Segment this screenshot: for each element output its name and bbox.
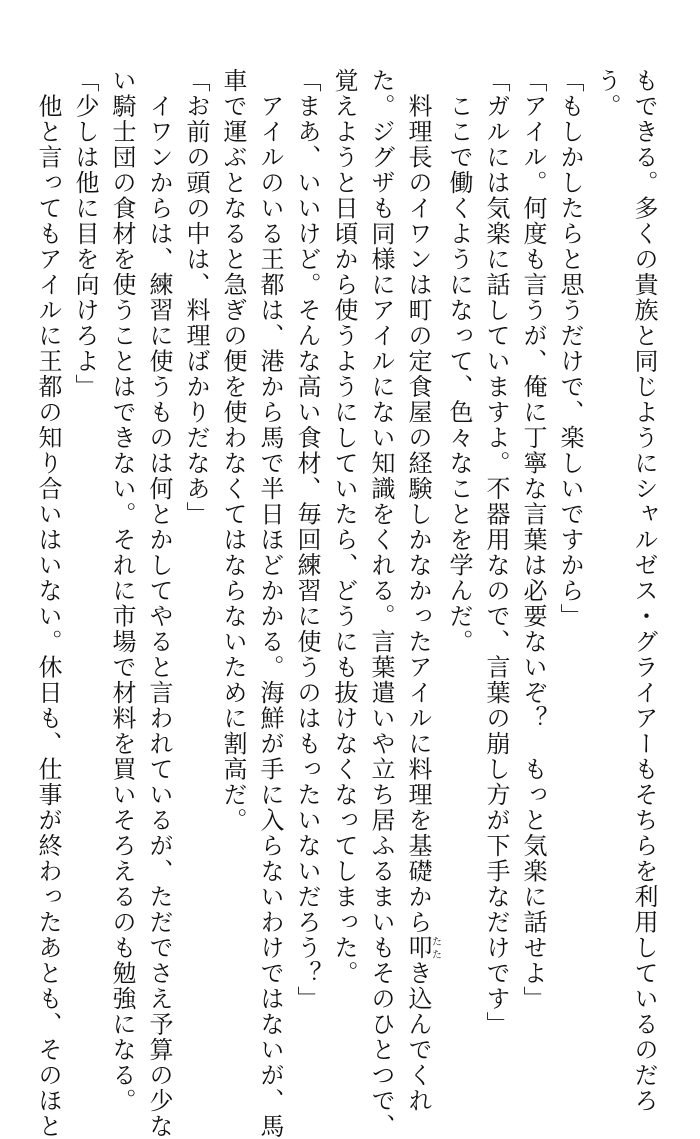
text-line: 「少しは他に目を向けろよ」	[71, 68, 99, 400]
text-line: た。ジグザも同様にアイルにない知識をくれる。言葉遣いや立ち居ふるまいもそのひとつで、	[367, 68, 395, 1139]
text-line: 他と言ってもアイルに王都の知り合いはいない。休日も、仕事が終わったあとも、そのほと	[34, 68, 62, 1139]
text-line: 「アイル。何度も言うが、俺に丁寧な言葉は必要ないぞ？ もっと気楽に話せよ」	[519, 68, 547, 1012]
text-line: ここで働くようになって、色々なことを学んだ。	[445, 68, 473, 655]
text-line: 車で運ぶとなると急ぎの便を使わなくてはならないために割高だ。	[219, 68, 247, 833]
text-line: アイルのいる王都は、港から馬で半日ほどかかる。海鮮が手に入らないわけではないが、馬	[256, 68, 284, 1139]
text-line: 「まあ、いいけど。そんな高い食材、毎回練習に使うのはもったいないだろう？」	[293, 68, 321, 1012]
text-line-with-ruby	[399, 68, 441, 1114]
text-line: い騎士団の食材を使うことはできない。それに市場で材料を買いそろえるのも勉強になる。	[108, 68, 136, 1114]
ruby-reading: たた	[429, 935, 441, 961]
text-line-part: 料理長のイワンは町の定食屋の経験しかなかったアイルに料理を基礎から	[404, 68, 432, 935]
text-line: 「もしかしたらと思うだけで、楽しいですから」	[556, 68, 584, 629]
vertical-text-body	[29, 68, 662, 1139]
furigana	[404, 935, 441, 961]
ruby-base: 叩	[404, 935, 432, 961]
text-line: う。	[593, 68, 621, 119]
text-line: 覚えようと日頃から使うようにしていたら、どうにも抜けなくなってしまった。	[330, 68, 358, 986]
text-line: イワンからは、練習に使うものは何とかしてやると言われているが、ただでさえ予算の少な	[145, 68, 173, 1139]
text-line-part: き込んでくれ	[404, 960, 432, 1114]
text-line: 「ガルには気楽に話していますよ。不器用なので、言葉の崩し方が下手なだけです」	[482, 68, 510, 1037]
text-line: 「お前の頭の中は、料理ばかりだなあ」	[182, 68, 210, 527]
text-line: もできる。多くの貴族と同じようにシャルゼス・グライアーもそちらを利用しているのだろ	[630, 68, 658, 1114]
